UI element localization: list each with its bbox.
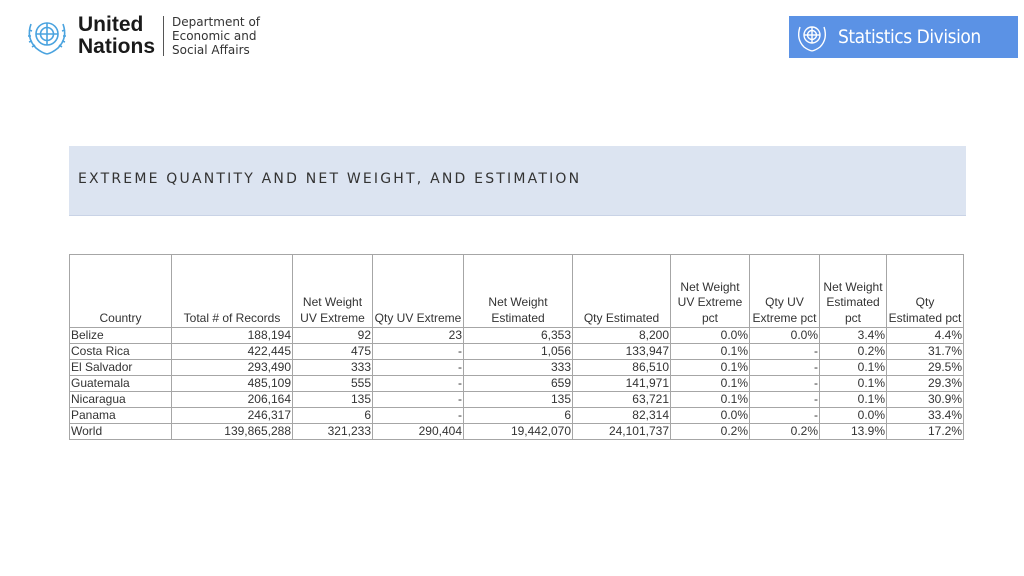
column-header: Qty Estimated pct xyxy=(887,255,964,328)
logo-divider xyxy=(163,16,164,56)
un-emblem-small-icon xyxy=(794,19,830,55)
table-row xyxy=(70,408,964,424)
table-cell: 0.1% xyxy=(671,344,750,360)
table-cell: Costa Rica xyxy=(70,344,172,360)
table-cell: - xyxy=(750,392,820,408)
table-cell: 135 xyxy=(293,392,373,408)
table-cell: 8,200 xyxy=(573,328,671,344)
table-cell: - xyxy=(373,344,464,360)
table-cell: - xyxy=(750,360,820,376)
table-row-total xyxy=(70,424,964,440)
table-cell: 133,947 xyxy=(573,344,671,360)
table-cell: 139,865,288 xyxy=(172,424,293,440)
table-cell: - xyxy=(750,344,820,360)
table-cell: 0.2% xyxy=(671,424,750,440)
table-cell: 135 xyxy=(464,392,573,408)
column-header: Net Weight Estimated pct xyxy=(820,255,887,328)
table-cell: 0.2% xyxy=(750,424,820,440)
column-header: Net Weight UV Extreme xyxy=(293,255,373,328)
desa-line3: Social Affairs xyxy=(172,43,250,57)
column-header: Qty UV Extreme pct xyxy=(750,255,820,328)
table-cell: 141,971 xyxy=(573,376,671,392)
table-cell: 17.2% xyxy=(887,424,964,440)
table-cell: 321,233 xyxy=(293,424,373,440)
column-header: Net Weight UV Extreme pct xyxy=(671,255,750,328)
table-cell: 0.1% xyxy=(820,392,887,408)
table-cell: 4.4% xyxy=(887,328,964,344)
table-cell: 0.2% xyxy=(820,344,887,360)
un-emblem-icon xyxy=(22,14,72,58)
table-cell: 555 xyxy=(293,376,373,392)
table-cell: 92 xyxy=(293,328,373,344)
table-cell: 485,109 xyxy=(172,376,293,392)
table-cell: 475 xyxy=(293,344,373,360)
table-header-row xyxy=(70,255,964,328)
table-cell: 0.1% xyxy=(671,392,750,408)
table-cell: 0.0% xyxy=(750,328,820,344)
table-row xyxy=(70,328,964,344)
table-cell: 23 xyxy=(373,328,464,344)
table-cell: 188,194 xyxy=(172,328,293,344)
table-cell: - xyxy=(750,408,820,424)
table-cell: 0.1% xyxy=(671,360,750,376)
table-cell: 86,510 xyxy=(573,360,671,376)
table-cell: 6 xyxy=(464,408,573,424)
section-title-band xyxy=(69,146,966,216)
data-table xyxy=(69,254,964,440)
table-cell: 13.9% xyxy=(820,424,887,440)
table-cell: 206,164 xyxy=(172,392,293,408)
un-name-line2: Nations xyxy=(78,35,156,58)
table-cell: 422,445 xyxy=(172,344,293,360)
table-cell: 30.9% xyxy=(887,392,964,408)
table-cell: - xyxy=(373,408,464,424)
table-cell: 3.4% xyxy=(820,328,887,344)
column-header: Qty UV Extreme xyxy=(373,255,464,328)
table-cell: Nicaragua xyxy=(70,392,172,408)
table-cell: 1,056 xyxy=(464,344,573,360)
table-cell: Guatemala xyxy=(70,376,172,392)
table-cell: 31.7% xyxy=(887,344,964,360)
section-title: EXTREME QUANTITY AND NET WEIGHT, AND ESTIMATION xyxy=(78,171,582,187)
table-cell: - xyxy=(373,392,464,408)
table-cell: 33.4% xyxy=(887,408,964,424)
table-cell: 659 xyxy=(464,376,573,392)
column-header: Qty Estimated xyxy=(573,255,671,328)
table-cell: Belize xyxy=(70,328,172,344)
table-cell: 29.5% xyxy=(887,360,964,376)
table-cell: - xyxy=(373,376,464,392)
table-cell: El Salvador xyxy=(70,360,172,376)
table-row xyxy=(70,392,964,408)
table-cell: 333 xyxy=(464,360,573,376)
table-cell: 82,314 xyxy=(573,408,671,424)
column-header: Total # of Records xyxy=(172,255,293,328)
table-cell: 333 xyxy=(293,360,373,376)
table-cell: 0.0% xyxy=(671,328,750,344)
table-cell: 6,353 xyxy=(464,328,573,344)
table-cell: 19,442,070 xyxy=(464,424,573,440)
table-cell: 0.0% xyxy=(820,408,887,424)
table-cell: - xyxy=(750,376,820,392)
table-cell: 0.1% xyxy=(820,360,887,376)
desa-line1: Department of xyxy=(172,15,261,29)
table-row xyxy=(70,360,964,376)
table-cell: 0.1% xyxy=(671,376,750,392)
un-name-line1: United xyxy=(78,13,144,36)
desa-wordmark xyxy=(172,15,260,57)
column-header: Country xyxy=(70,255,172,328)
table-cell: 29.3% xyxy=(887,376,964,392)
un-wordmark xyxy=(78,14,155,58)
statistics-division-banner xyxy=(789,16,1018,58)
table-row xyxy=(70,376,964,392)
un-logo xyxy=(22,14,260,58)
table-cell: 246,317 xyxy=(172,408,293,424)
table-cell: 6 xyxy=(293,408,373,424)
column-header: Net Weight Estimated xyxy=(464,255,573,328)
table-cell: 0.0% xyxy=(671,408,750,424)
table-cell: Panama xyxy=(70,408,172,424)
table-cell: 63,721 xyxy=(573,392,671,408)
table-cell: 0.1% xyxy=(820,376,887,392)
table-cell: World xyxy=(70,424,172,440)
table-cell: 290,404 xyxy=(373,424,464,440)
table-cell: - xyxy=(373,360,464,376)
table-cell: 24,101,737 xyxy=(573,424,671,440)
desa-line2: Economic and xyxy=(172,29,257,43)
table-cell: 293,490 xyxy=(172,360,293,376)
table-row xyxy=(70,344,964,360)
statistics-division-label: Statistics Division xyxy=(838,26,981,48)
